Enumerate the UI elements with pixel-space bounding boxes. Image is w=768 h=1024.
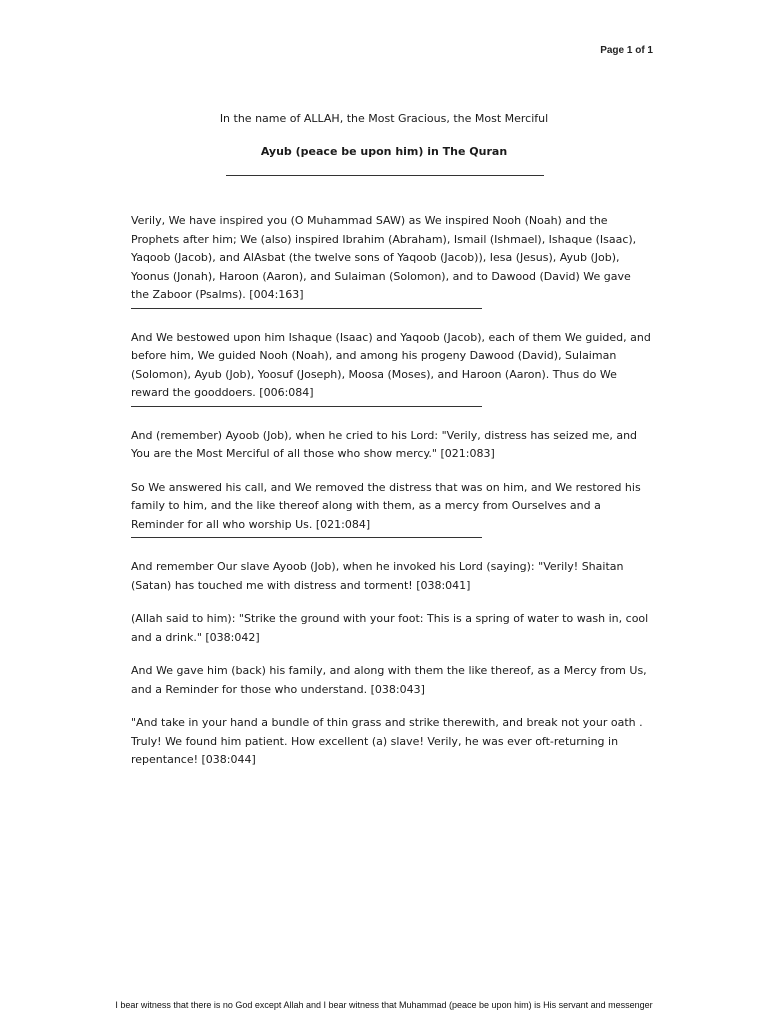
paragraph-038-043: And We gave him (back) his family, and along with them the like thereof, as a Mercy from Us, and a Reminder for those who understand. [038:043]	[131, 664, 647, 696]
paragraph-004-163: Verily, We have inspired you (O Muhammad SAW) as We inspired Nooh (Noah) and the Prophets after him; We (also) inspired Ibrahim (Abraham), Ismail (Ishmael), Ishaque (Isaac), Yaqoob (Jacob), and AlAsbat (the twelve sons of Yaqoob (Jacob)), Iesa (Jesus), Ayub (Job), Yoonus (Jonah), Haroon (Aaron), and Sulaiman (Solomon), and to Dawood (David) We gave the Zaboor (Psalms). [004:163]	[131, 214, 637, 301]
page-number: Page 1 of 1	[600, 45, 653, 56]
paragraph-038-044: "And take in your hand a bundle of thin grass and strike therewith, and break not your oath . Truly! We found him patient. How excellent (a) slave! Verily, he was ever oft-returning in repentance! [038:044]	[131, 716, 643, 766]
document-body	[131, 212, 651, 770]
title-divider	[226, 175, 544, 176]
paragraph-021-084: So We answered his call, and We removed the distress that was on him, and We restored his family to him, and the like thereof along with them, as a mercy from Ourselves and a Reminder for all who worship Us. [021:084]	[131, 480, 641, 531]
paragraph-038-041: And remember Our slave Ayoob (Job), when he invoked his Lord (saying): "Verily! Shaitan (Satan) has touched me with distress and torment! [038:041]	[131, 560, 624, 592]
footer-testimony: I bear witness that there is no God except Allah and I bear witness that Muhammad (peace be upon him) is His servant and messenger	[115, 1000, 653, 1010]
paragraph-038-042: (Allah said to him): "Strike the ground with your foot: This is a spring of water to wash in, cool and a drink." [038:042]	[131, 612, 649, 644]
paragraph-006-084: And We bestowed upon him Ishaque (Isaac) and Yaqoob (Jacob), each of them We guided, and before him, We guided Nooh (Noah), and among his progeny Dawood (David), Sulaiman (Solomon), Ayub (Job), Yoosuf (Joseph), Moosa (Moses), and Haroon (Aaron). Thus do We reward the gooddoers. [006:084]	[131, 330, 651, 399]
invocation-heading: In the name of ALLAH, the Most Gracious, the Most Merciful	[219, 112, 549, 125]
paragraph-021-083: And (remember) Ayoob (Job), when he cried to his Lord: "Verily, distress has seized me, and You are the Most Merciful of all those who show mercy." [021:083]	[131, 428, 638, 460]
document-title: Ayub (peace be upon him) in The Quran	[260, 145, 508, 158]
